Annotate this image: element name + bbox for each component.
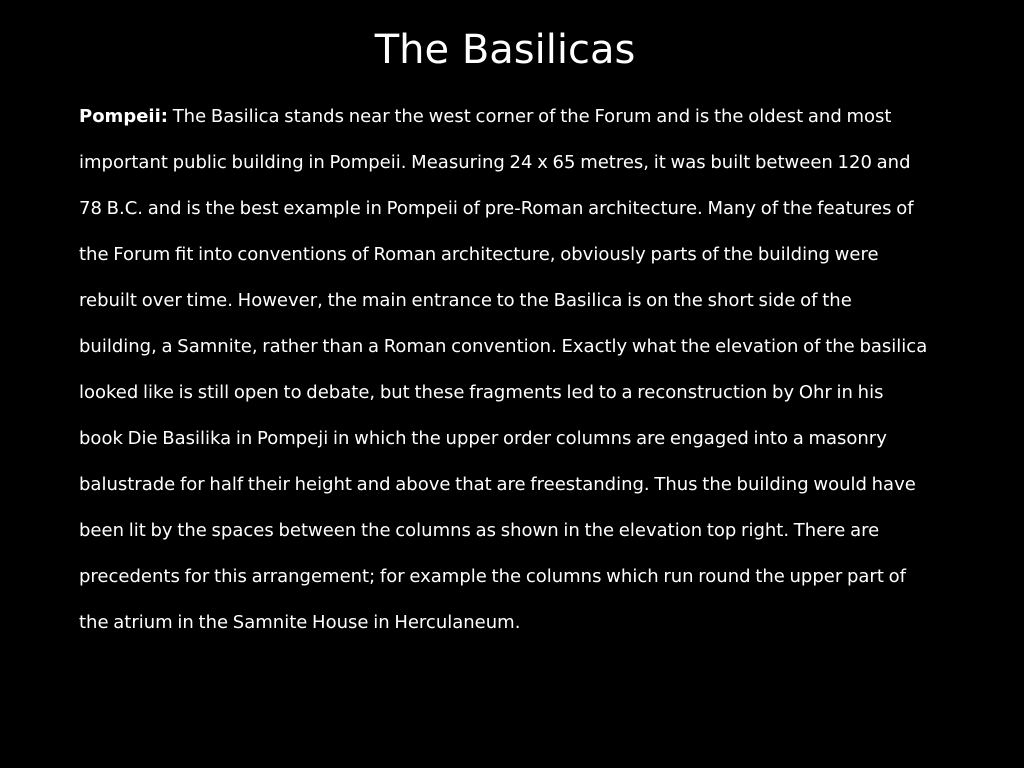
body-paragraph bbox=[79, 94, 929, 646]
paragraph-label: Pompeii: bbox=[79, 106, 168, 127]
paragraph-text: The Basilica stands near the west corner of the Forum and is the oldest and most important public building in Pompeii. Measuring 24 x 65 metres, it was built between 120 and 78 B.C. and is the best example in Pompeii of pre-Roman architecture. Many of the features of the Forum fit into conventions of Roman architecture, obviously parts of the building were rebuilt over time. However, the main entrance to the Basilica is on the short side of the building, a Samnite, rather than a Roman convention. Exactly what the elevation of the basilica looked like is still open to debate, but these fragments led to a reconstruction by Ohr in his book Die Basilika in Pompeji in which the upper order columns are engaged into a masonry balustrade for half their height and above that are freestanding. Thus the building would have been lit by the spaces between the columns as shown in the elevation top right. There are precedents for this arrangement; for example the columns which run round the upper part of the atrium in the Samnite House in Herculaneum. bbox=[79, 106, 928, 633]
slide-title: The Basilicas bbox=[374, 27, 636, 73]
